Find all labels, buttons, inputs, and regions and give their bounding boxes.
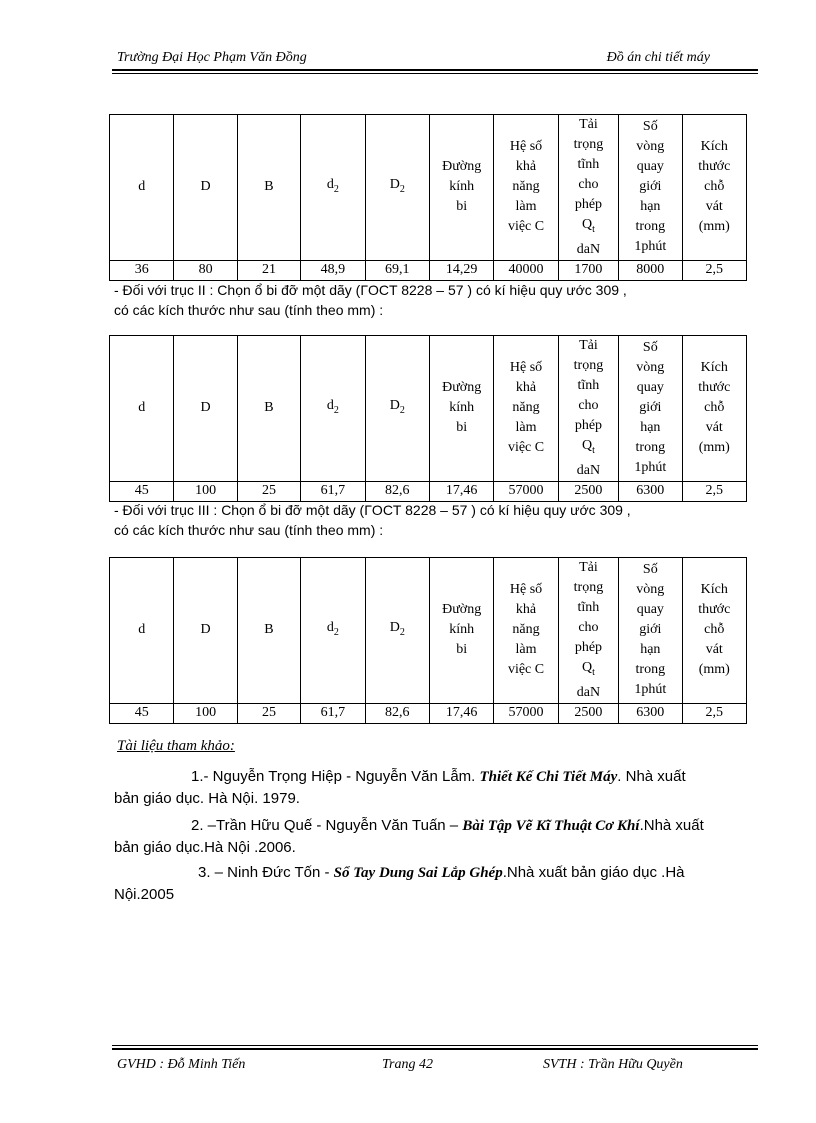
footer-rule-thin [112,1045,758,1046]
header-capacity [494,336,558,482]
header-line [496,137,555,157]
header-text: Số [642,119,658,135]
header-capacity [494,558,558,704]
header-B: B [237,558,300,704]
header-text: vòng [636,139,665,155]
header-d: d [110,115,174,261]
table-cell: 25 [237,481,300,501]
header-text: năng [512,400,540,416]
header-text: bi [456,642,468,658]
header-school: Trường Đại Học Phạm Văn Đồng [117,50,307,65]
header-text: Kích [700,139,728,155]
header-text: Q [581,438,593,453]
header-text: thước [698,380,731,396]
footer-student: SVTH : Trần Hữu Quyền [543,1057,683,1072]
header-text: (mm) [698,662,730,678]
bearing-spec-table [109,335,747,502]
header-text: giới [639,179,662,195]
header-text: phép [574,418,603,433]
header-line [685,418,745,438]
header-text: cho [578,620,599,635]
header-line [561,658,616,683]
header-text: giới [639,400,662,416]
header-line [621,197,679,217]
header-text: Đường [442,380,482,396]
bearing-spec-table [109,557,747,724]
table-cell: 80 [174,260,237,280]
header-line [621,560,679,580]
header-text: làm [515,420,537,436]
header-d: d [110,336,174,482]
header-line [621,338,679,358]
header-line [561,598,616,618]
header-D2 [365,336,429,482]
table-cell: 45 [110,703,174,723]
header-line [621,398,679,418]
header-text: làm [515,199,537,215]
header-text: chỗ [704,622,725,638]
header-text: cho [578,177,599,192]
header-line [561,155,616,175]
header-text: khả [515,159,537,175]
header-line [621,620,679,640]
header-static-load [558,115,618,261]
table-header-row [110,558,747,704]
header-chamfer [682,336,747,482]
symbol: d [326,620,334,635]
header-line [496,177,555,197]
header-text: Kích [700,360,728,376]
header-line [561,396,616,416]
header-line [496,157,555,177]
header-D: D [174,115,237,261]
header-text: kính [449,622,475,638]
header-line [685,600,745,620]
header-D2 [365,558,429,704]
header-line [496,580,555,600]
header-text: quay [636,159,664,175]
shaft3-text-line1: - Đối với trục III : Chọn ổ bi đỡ một dãy (ΓOCT 8228 – 57 ) có kí hiệu quy ước 309 , [114,502,631,518]
header-line [496,640,555,660]
header-text: trọng [573,137,604,152]
header-line [621,217,679,237]
header-line [621,600,679,620]
references-title: Tài liệu tham khảo: [117,738,235,754]
header-line [496,438,555,458]
header-d2 [301,115,365,261]
header-text: hạn [640,642,661,658]
header-line [432,418,491,438]
table-cell: 45 [110,481,174,501]
header-line [685,378,745,398]
reference-item-1 [114,766,714,810]
header-text: vòng [636,360,665,376]
header-line [621,137,679,157]
header-line [685,137,745,157]
header-text: trong [635,662,666,678]
header-line [685,197,745,217]
header-text: thước [698,159,731,175]
header-line [621,438,679,458]
header-ball-diameter [429,336,493,482]
subscript: 2 [399,183,405,195]
table-cell: 100 [174,703,237,723]
header-line [685,157,745,177]
header-text: tĩnh [577,378,600,393]
header-line [621,418,679,438]
header-text: Đường [442,159,482,175]
table-cell: 14,29 [429,260,493,280]
header-d2 [301,336,365,482]
header-chamfer [682,115,747,261]
header-text: việc C [507,440,545,456]
table-cell: 2500 [558,481,618,501]
subscript: t [592,223,595,235]
header-line [496,378,555,398]
header-text: Q [581,217,593,232]
header-line [496,197,555,217]
reference-publisher: . Nhà xuất bản giáo dục. Hà Nội. 1979. [114,768,686,807]
table-row [110,481,747,501]
header-line [621,157,679,177]
header-line [561,416,616,436]
table-cell: 61,7 [301,703,365,723]
header-text: khả [515,380,537,396]
header-speed-limit [619,115,682,261]
header-line [685,640,745,660]
header-line [685,660,745,680]
reference-item-2 [114,815,714,859]
header-text: Kích [700,582,728,598]
header-text: việc C [507,662,545,678]
table-cell: 25 [237,703,300,723]
table-cell: 57000 [494,481,558,501]
header-text: bi [456,420,468,436]
header-static-load [558,336,618,482]
header-D: D [174,558,237,704]
header-line [621,358,679,378]
table-cell: 17,46 [429,703,493,723]
header-text: trong [635,219,666,235]
reference-publisher: .Nhà xuất bản giáo dục.Hà Nội .2006. [114,817,704,856]
table-cell: 6300 [619,481,682,501]
header-line [432,398,491,418]
header-text: Số [642,340,658,356]
subscript: 2 [333,626,339,638]
header-text: vòng [636,582,665,598]
subscript: 2 [399,404,405,416]
footer-rule [112,1048,758,1050]
header-text: năng [512,179,540,195]
header-static-load [558,558,618,704]
header-line [561,683,616,703]
table-cell: 69,1 [365,260,429,280]
header-text: Tải [579,560,598,575]
header-line [496,660,555,680]
subscript: 2 [399,626,405,638]
header-B: B [237,115,300,261]
symbol: d [326,177,334,192]
header-text: năng [512,622,540,638]
table-cell: 40000 [494,260,558,280]
subscript: t [592,444,595,456]
header-line [432,157,491,177]
header-d: d [110,558,174,704]
header-ball-diameter [429,558,493,704]
header-line [496,398,555,418]
header-text: thước [698,602,731,618]
table-cell: 1700 [558,260,618,280]
reference-book-title: Thiết Kế Chi Tiết Máy [479,769,618,785]
table-cell: 21 [237,260,300,280]
header-text: Hệ số [509,139,543,155]
header-text: Đường [442,602,482,618]
header-text: chỗ [704,179,725,195]
header-line [561,436,616,461]
header-text: Hệ số [509,360,543,376]
table-row [110,260,747,280]
header-line [561,558,616,578]
header-text: daN [576,241,601,257]
header-text: kính [449,179,475,195]
header-line [685,438,745,458]
header-text: 1phút [634,239,667,255]
table-cell: 57000 [494,703,558,723]
header-D: D [174,336,237,482]
table-cell: 2,5 [682,703,747,723]
header-line [561,461,616,481]
header-chamfer [682,558,747,704]
header-line [432,177,491,197]
reference-authors: 1.- Nguyễn Trọng Hiệp - Nguyễn Văn Lẫm. [191,768,480,785]
reference-authors: 2. –Trần Hữu Quế - Nguyễn Văn Tuấn – [191,817,463,834]
subscript: 2 [333,404,339,416]
header-text: làm [515,642,537,658]
shaft2-text-line2: có các kích thước như sau (tính theo mm) : [114,302,384,318]
header-text: 1phút [634,682,667,698]
header-line [561,215,616,240]
header-text: quay [636,602,664,618]
subscript: 2 [333,183,339,195]
reference-publisher: .Nhà xuất bản giáo dục .Hà Nội.2005 [114,864,685,903]
header-line [432,620,491,640]
header-text: tĩnh [577,600,600,615]
subscript: t [592,666,595,678]
header-text: Tải [579,338,598,353]
header-line [685,620,745,640]
header-line [496,600,555,620]
header-line [496,620,555,640]
header-line [621,237,679,257]
reference-item-3 [114,862,714,906]
header-text: hạn [640,420,661,436]
header-line [621,640,679,660]
header-line [685,358,745,378]
header-rule-thin [112,73,758,74]
header-text: giới [639,622,662,638]
header-line [561,578,616,598]
table-cell: 48,9 [301,260,365,280]
header-line [621,458,679,478]
header-text: chỗ [704,400,725,416]
header-speed-limit [619,336,682,482]
header-text: phép [574,640,603,655]
header-line [685,177,745,197]
header-line [496,358,555,378]
shaft2-text-line1: - Đối với trục II : Chọn ổ bi đỡ một dãy (ΓOCT 8228 – 57 ) có kí hiệu quy ước 309 , [114,282,627,298]
table-cell: 8000 [619,260,682,280]
header-line [561,195,616,215]
header-line [621,177,679,197]
header-text: trọng [573,358,604,373]
header-text: daN [576,462,601,478]
symbol: D [389,177,400,192]
table-cell: 17,46 [429,481,493,501]
header-rule [112,69,758,71]
header-text: tĩnh [577,157,600,172]
reference-book-title: Sổ Tay Dung Sai Lắp Ghép [333,865,503,881]
header-line [621,580,679,600]
header-text: (mm) [698,440,730,456]
header-text: (mm) [698,219,730,235]
bearing-spec-table [109,114,747,281]
header-line [432,600,491,620]
footer-page-number: Trang 42 [382,1057,433,1072]
header-line [685,580,745,600]
header-line [621,680,679,700]
header-line [561,356,616,376]
header-text: khả [515,602,537,618]
header-line [561,115,616,135]
header-line [496,418,555,438]
header-line [561,376,616,396]
header-text: 1phút [634,460,667,476]
table-header-row [110,336,747,482]
header-line [621,378,679,398]
header-line [561,336,616,356]
header-text: trong [635,440,666,456]
header-project: Đồ án chi tiết máy [606,50,710,65]
table-cell: 61,7 [301,481,365,501]
table-cell: 2,5 [682,260,747,280]
header-text: Q [581,660,593,675]
header-line [561,240,616,260]
header-text: phép [574,197,603,212]
header-line [685,398,745,418]
symbol: D [389,398,400,413]
header-D2 [365,115,429,261]
table-cell: 6300 [619,703,682,723]
header-text: kính [449,400,475,416]
header-text: daN [576,684,601,700]
header-line [561,618,616,638]
header-text: bi [456,199,468,215]
table-header-row [110,115,747,261]
header-text: vát [705,642,723,658]
header-ball-diameter [429,115,493,261]
header-line [561,175,616,195]
shaft3-text-line2: có các kích thước như sau (tính theo mm) : [114,522,384,538]
header-text: quay [636,380,664,396]
reference-authors: 3. – Ninh Đức Tốn - [198,864,334,881]
header-text: Hệ số [509,582,543,598]
symbol: d [326,398,334,413]
header-text: trọng [573,580,604,595]
header-line [561,638,616,658]
header-line [432,378,491,398]
header-line [685,217,745,237]
table-cell: 82,6 [365,703,429,723]
header-text: vát [705,420,723,436]
header-text: hạn [640,199,661,215]
table-cell: 82,6 [365,481,429,501]
header-text: Tải [579,117,598,132]
header-line [621,117,679,137]
table-row [110,703,747,723]
header-capacity [494,115,558,261]
header-text: vát [705,199,723,215]
table-cell: 36 [110,260,174,280]
header-text: Số [642,562,658,578]
table-cell: 100 [174,481,237,501]
header-line [432,197,491,217]
header-line [496,217,555,237]
header-text: cho [578,398,599,413]
header-line [432,640,491,660]
header-speed-limit [619,558,682,704]
header-line [561,135,616,155]
symbol: D [389,620,400,635]
header-d2 [301,558,365,704]
reference-book-title: Bài Tập Vẽ Kĩ Thuật Cơ Khí [462,818,640,834]
header-text: việc C [507,219,545,235]
header-B: B [237,336,300,482]
header-line [621,660,679,680]
footer-advisor: GVHD : Đỗ Minh Tiến [117,1057,246,1072]
table-cell: 2,5 [682,481,747,501]
table-cell: 2500 [558,703,618,723]
